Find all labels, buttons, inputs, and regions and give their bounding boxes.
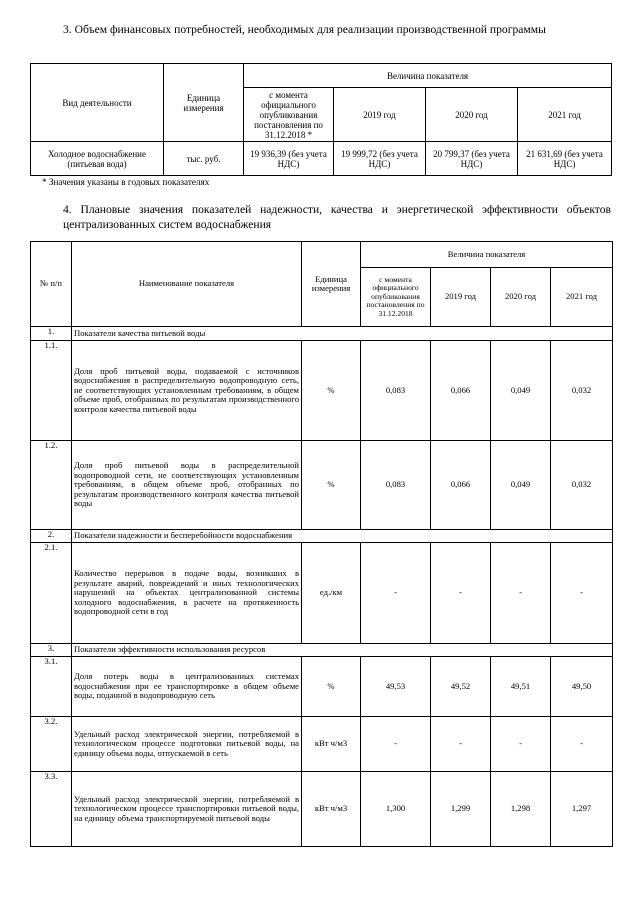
col-name-header: Наименование показателя [72,242,302,327]
table-row [31,543,613,644]
indicators-table-body [31,327,613,847]
col-2020-header: 2020 год [491,268,551,327]
y2021-cell: 49,50 [551,657,613,717]
row-number-cell: 1. [31,327,72,341]
table-row [31,772,613,847]
row-number-cell: 1.1. [31,341,72,441]
y2019-cell: 1,299 [431,772,491,847]
table-row [31,341,613,441]
y2021-cell: 1,297 [551,772,613,847]
section-row [31,644,613,657]
col-2021-header: 2021 год [551,268,613,327]
col-activity-header: Вид деятельности [31,64,164,142]
table-row [31,142,612,176]
unit-cell: ед./км [302,543,361,644]
col-group-header: Величина показателя [244,64,612,88]
section-title-cell: Показатели эффективности использования ресурсов [72,644,613,657]
since-cell: 49,53 [361,657,431,717]
since-cell: 0,083 [361,441,431,530]
section-title-cell: Показатели качества питьевой воды [72,327,613,341]
table-row [31,441,613,530]
financial-needs-table [30,63,612,176]
table-row [31,657,613,717]
row-number-cell: 2. [31,530,72,543]
y2019-cell: 49,52 [431,657,491,717]
indicator-name-cell: Доля проб питьевой воды в распределительной водопроводной сети, не соответствующих установленным требованиям, в общем объеме проб, отобранных по результатам производственного контроля качества питьевой воды [72,441,302,530]
y2020-cell: 20 799,37 (без учета НДС) [426,142,518,176]
table-row [31,717,613,772]
section-title-cell: Показатели надежности и бесперебойности водоснабжения [72,530,613,543]
col-2019-header: 2019 год [431,268,491,327]
activity-cell: Холодное водоснабжение (питьевая вода) [31,142,164,176]
col-2021-header: 2021 год [518,88,612,142]
since-cell: 1,300 [361,772,431,847]
footnote: * Значения указаны в годовых показателях [42,177,210,187]
col-2020-header: 2020 год [426,88,518,142]
col-unit-header: Единица измерения [302,242,361,327]
unit-cell: тыс. руб. [164,142,244,176]
y2019-cell: 0,066 [431,441,491,530]
unit-cell: % [302,441,361,530]
section-row [31,530,613,543]
indicator-name-cell: Удельный расход электрической энергии, потребляемой в технологическом процессе подготовки питьевой воды, на единицу объема воды, отпускаемой в сеть [72,717,302,772]
y2020-cell: 1,298 [491,772,551,847]
y2019-cell: 0,066 [431,341,491,441]
since-cell: - [361,717,431,772]
y2020-cell: - [491,543,551,644]
y2019-cell: - [431,543,491,644]
section-4-heading: 4. Плановые значения показателей надежности, качества и энергетической эффективности объектов централизованных систем водоснабжения [63,203,611,231]
col-since-header: с момента официального опубликования постановления по 31.12.2018 [361,268,431,327]
unit-cell: % [302,657,361,717]
since-cell: - [361,543,431,644]
col-unit-header: Единица измерения [164,64,244,142]
indicator-name-cell: Доля проб питьевой воды, подаваемой с источников водоснабжения в распределительную водопроводную сеть, не соответствующих установленным требованиям, в общем объеме проб, отобранных по результатам производственного контроля качества питьевой воды [72,341,302,441]
y2020-cell: 0,049 [491,441,551,530]
y2019-cell: 19 999,72 (без учета НДС) [334,142,426,176]
col-2019-header: 2019 год [334,88,426,142]
col-group-header: Величина показателя [361,242,613,268]
indicator-name-cell: Доля потерь воды в централизованных системах водоснабжения при ее транспортировке в общем объеме воды, поданной в водопроводную сеть [72,657,302,717]
row-number-cell: 3.2. [31,717,72,772]
indicator-name-cell: Удельный расход электрической энергии, потребляемой в технологическом процессе транспортировки питьевой воды, на единицу объема транспортируемой питьевой воды [72,772,302,847]
section-3-heading: 3. Объем финансовых потребностей, необходимых для реализации производственной программы [63,23,546,36]
y2019-cell: - [431,717,491,772]
since-cell: 0,083 [361,341,431,441]
y2020-cell: 49,51 [491,657,551,717]
y2020-cell: 0,049 [491,341,551,441]
col-since-header: с момента официального опубликования постановления по 31.12.2018 * [244,88,334,142]
row-number-cell: 3. [31,644,72,657]
y2021-cell: - [551,543,613,644]
indicators-table [30,241,613,847]
unit-cell: % [302,341,361,441]
row-number-cell: 3.3. [31,772,72,847]
y2021-cell: 0,032 [551,341,613,441]
indicator-name-cell: Количество перерывов в подаче воды, возникших в результате аварий, повреждений и иных технологических нарушений на объектах централизованной системы холодного водоснабжения, в расчете на протяженность водопроводной сети в год [72,543,302,644]
unit-cell: кВт ч/м3 [302,772,361,847]
row-number-cell: 2.1. [31,543,72,644]
y2021-cell: 21 631,69 (без учета НДС) [518,142,612,176]
row-number-cell: 1.2. [31,441,72,530]
unit-cell: кВт ч/м3 [302,717,361,772]
y2021-cell: 0,032 [551,441,613,530]
row-number-cell: 3.1. [31,657,72,717]
y2020-cell: - [491,717,551,772]
y2021-cell: - [551,717,613,772]
since-cell: 19 936,39 (без учета НДС) [244,142,334,176]
col-num-header: № п/п [31,242,72,327]
section-row [31,327,613,341]
